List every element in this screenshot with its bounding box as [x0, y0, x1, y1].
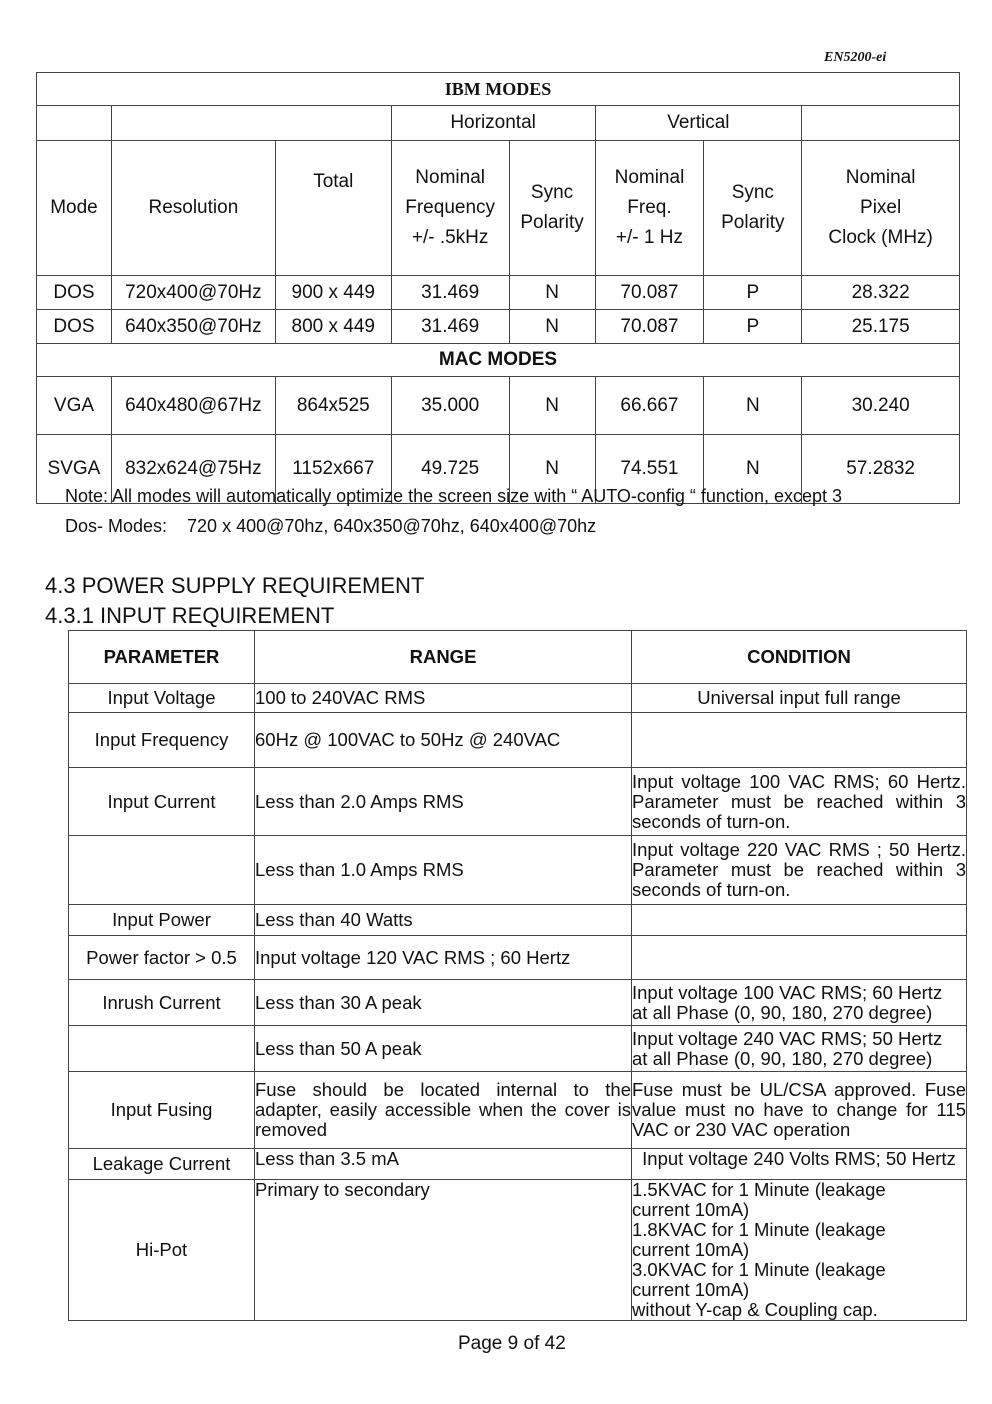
- col-mode: Mode: [37, 141, 112, 276]
- hipot-line-2: 1.8KVAC for 1 Minute (leakage current 10mA): [632, 1219, 886, 1260]
- col-total: Total: [275, 141, 391, 276]
- page-number: Page 9 of 42: [458, 1333, 566, 1354]
- col-v-sync: Sync Polarity: [704, 141, 802, 276]
- header-condition: CONDITION: [632, 631, 967, 684]
- table-row: Input Fusing Fuse should be located internal to the adapter, easily accessible when the cover is removed Fuse must be UL/CSA approved. Fuse value must no have to change for 115 VAC or 230 VAC operation: [69, 1072, 967, 1149]
- table-row: VGA 640x480@67Hz 864x525 35.000 N 66.667 N 30.240: [37, 377, 960, 435]
- table-row: Input Voltage 100 to 240VAC RMS Universal input full range: [69, 684, 967, 713]
- col-h-sync: Sync Polarity: [509, 141, 595, 276]
- hipot-line-4: without Y-cap & Coupling cap.: [632, 1299, 878, 1320]
- mac-modes-title: MAC MODES: [37, 344, 960, 377]
- table-row: Leakage Current Less than 3.5 mA Input voltage 240 Volts RMS; 50 Hertz: [69, 1149, 967, 1180]
- col-pixel-clock: Nominal Pixel Clock (MHz): [802, 141, 960, 276]
- table-row: Hi-Pot Primary to secondary 1.5KVAC for 1 Minute (leakage current 10mA) 1.8KVAC for 1 Minute (leakage current 10mA) 3.0KVAC for 1 Minute (leakage current 10mA) without Y-cap & Coupling cap.: [69, 1180, 967, 1321]
- table-row: Less than 50 A peak Input voltage 240 VAC RMS; 50 Hertz at all Phase (0, 90, 180, 270 degree): [69, 1026, 967, 1072]
- col-h-frequency: Nominal Frequency +/- .5kHz: [391, 141, 509, 276]
- header-parameter: PARAMETER: [69, 631, 255, 684]
- hipot-line-3: 3.0KVAC for 1 Minute (leakage current 10mA): [632, 1259, 886, 1300]
- note-line-1: Note: All modes will automatically optimize the screen size with “ AUTO-config “ function, except 3: [65, 486, 842, 506]
- note-line-2: Dos- Modes: 720 x 400@70hz, 640x350@70hz, 640x400@70hz: [65, 516, 597, 536]
- table-row: Inrush Current Less than 30 A peak Input voltage 100 VAC RMS; 60 Hertz at all Phase (0, 90, 180, 270 degree): [69, 980, 967, 1026]
- col-resolution: Resolution: [111, 141, 275, 276]
- input-requirement-table: [68, 630, 967, 1321]
- section-title: 4.3 POWER SUPPLY REQUIREMENT: [45, 573, 425, 598]
- header-range: RANGE: [255, 631, 632, 684]
- table-row: DOS 720x400@70Hz 900 x 449 31.469 N 70.087 P 28.322: [37, 276, 960, 310]
- col-v-frequency: Nominal Freq. +/- 1 Hz: [595, 141, 704, 276]
- table-row: Input Current Less than 2.0 Amps RMS Input voltage 100 VAC RMS; 60 Hertz. Parameter must be reached within 3 seconds of turn-on.: [69, 768, 967, 836]
- table-row: Less than 1.0 Amps RMS Input voltage 220 VAC RMS ; 50 Hertz. Parameter must be reached within 3 seconds of turn-on.: [69, 836, 967, 905]
- subsection-title: 4.3.1 INPUT REQUIREMENT: [45, 603, 335, 628]
- hipot-line-1: 1.5KVAC for 1 Minute (leakage current 10mA): [632, 1179, 886, 1220]
- table-row: SVGA 832x624@75Hz 1152x667 49.725 N 74.551 N 57.2832: [37, 435, 960, 504]
- display-modes-table: [36, 72, 960, 504]
- horizontal-group-header: Horizontal: [391, 106, 595, 141]
- table-row: Input Power Less than 40 Watts: [69, 905, 967, 936]
- document-id: EN5200-ei: [824, 50, 887, 65]
- ibm-modes-title: IBM MODES: [37, 73, 960, 106]
- vertical-group-header: Vertical: [595, 106, 802, 141]
- table-row: Power factor > 0.5 Input voltage 120 VAC RMS ; 60 Hertz: [69, 936, 967, 980]
- table-row: Input Frequency 60Hz @ 100VAC to 50Hz @ 240VAC: [69, 713, 967, 768]
- table-row: DOS 640x350@70Hz 800 x 449 31.469 N 70.087 P 25.175: [37, 310, 960, 344]
